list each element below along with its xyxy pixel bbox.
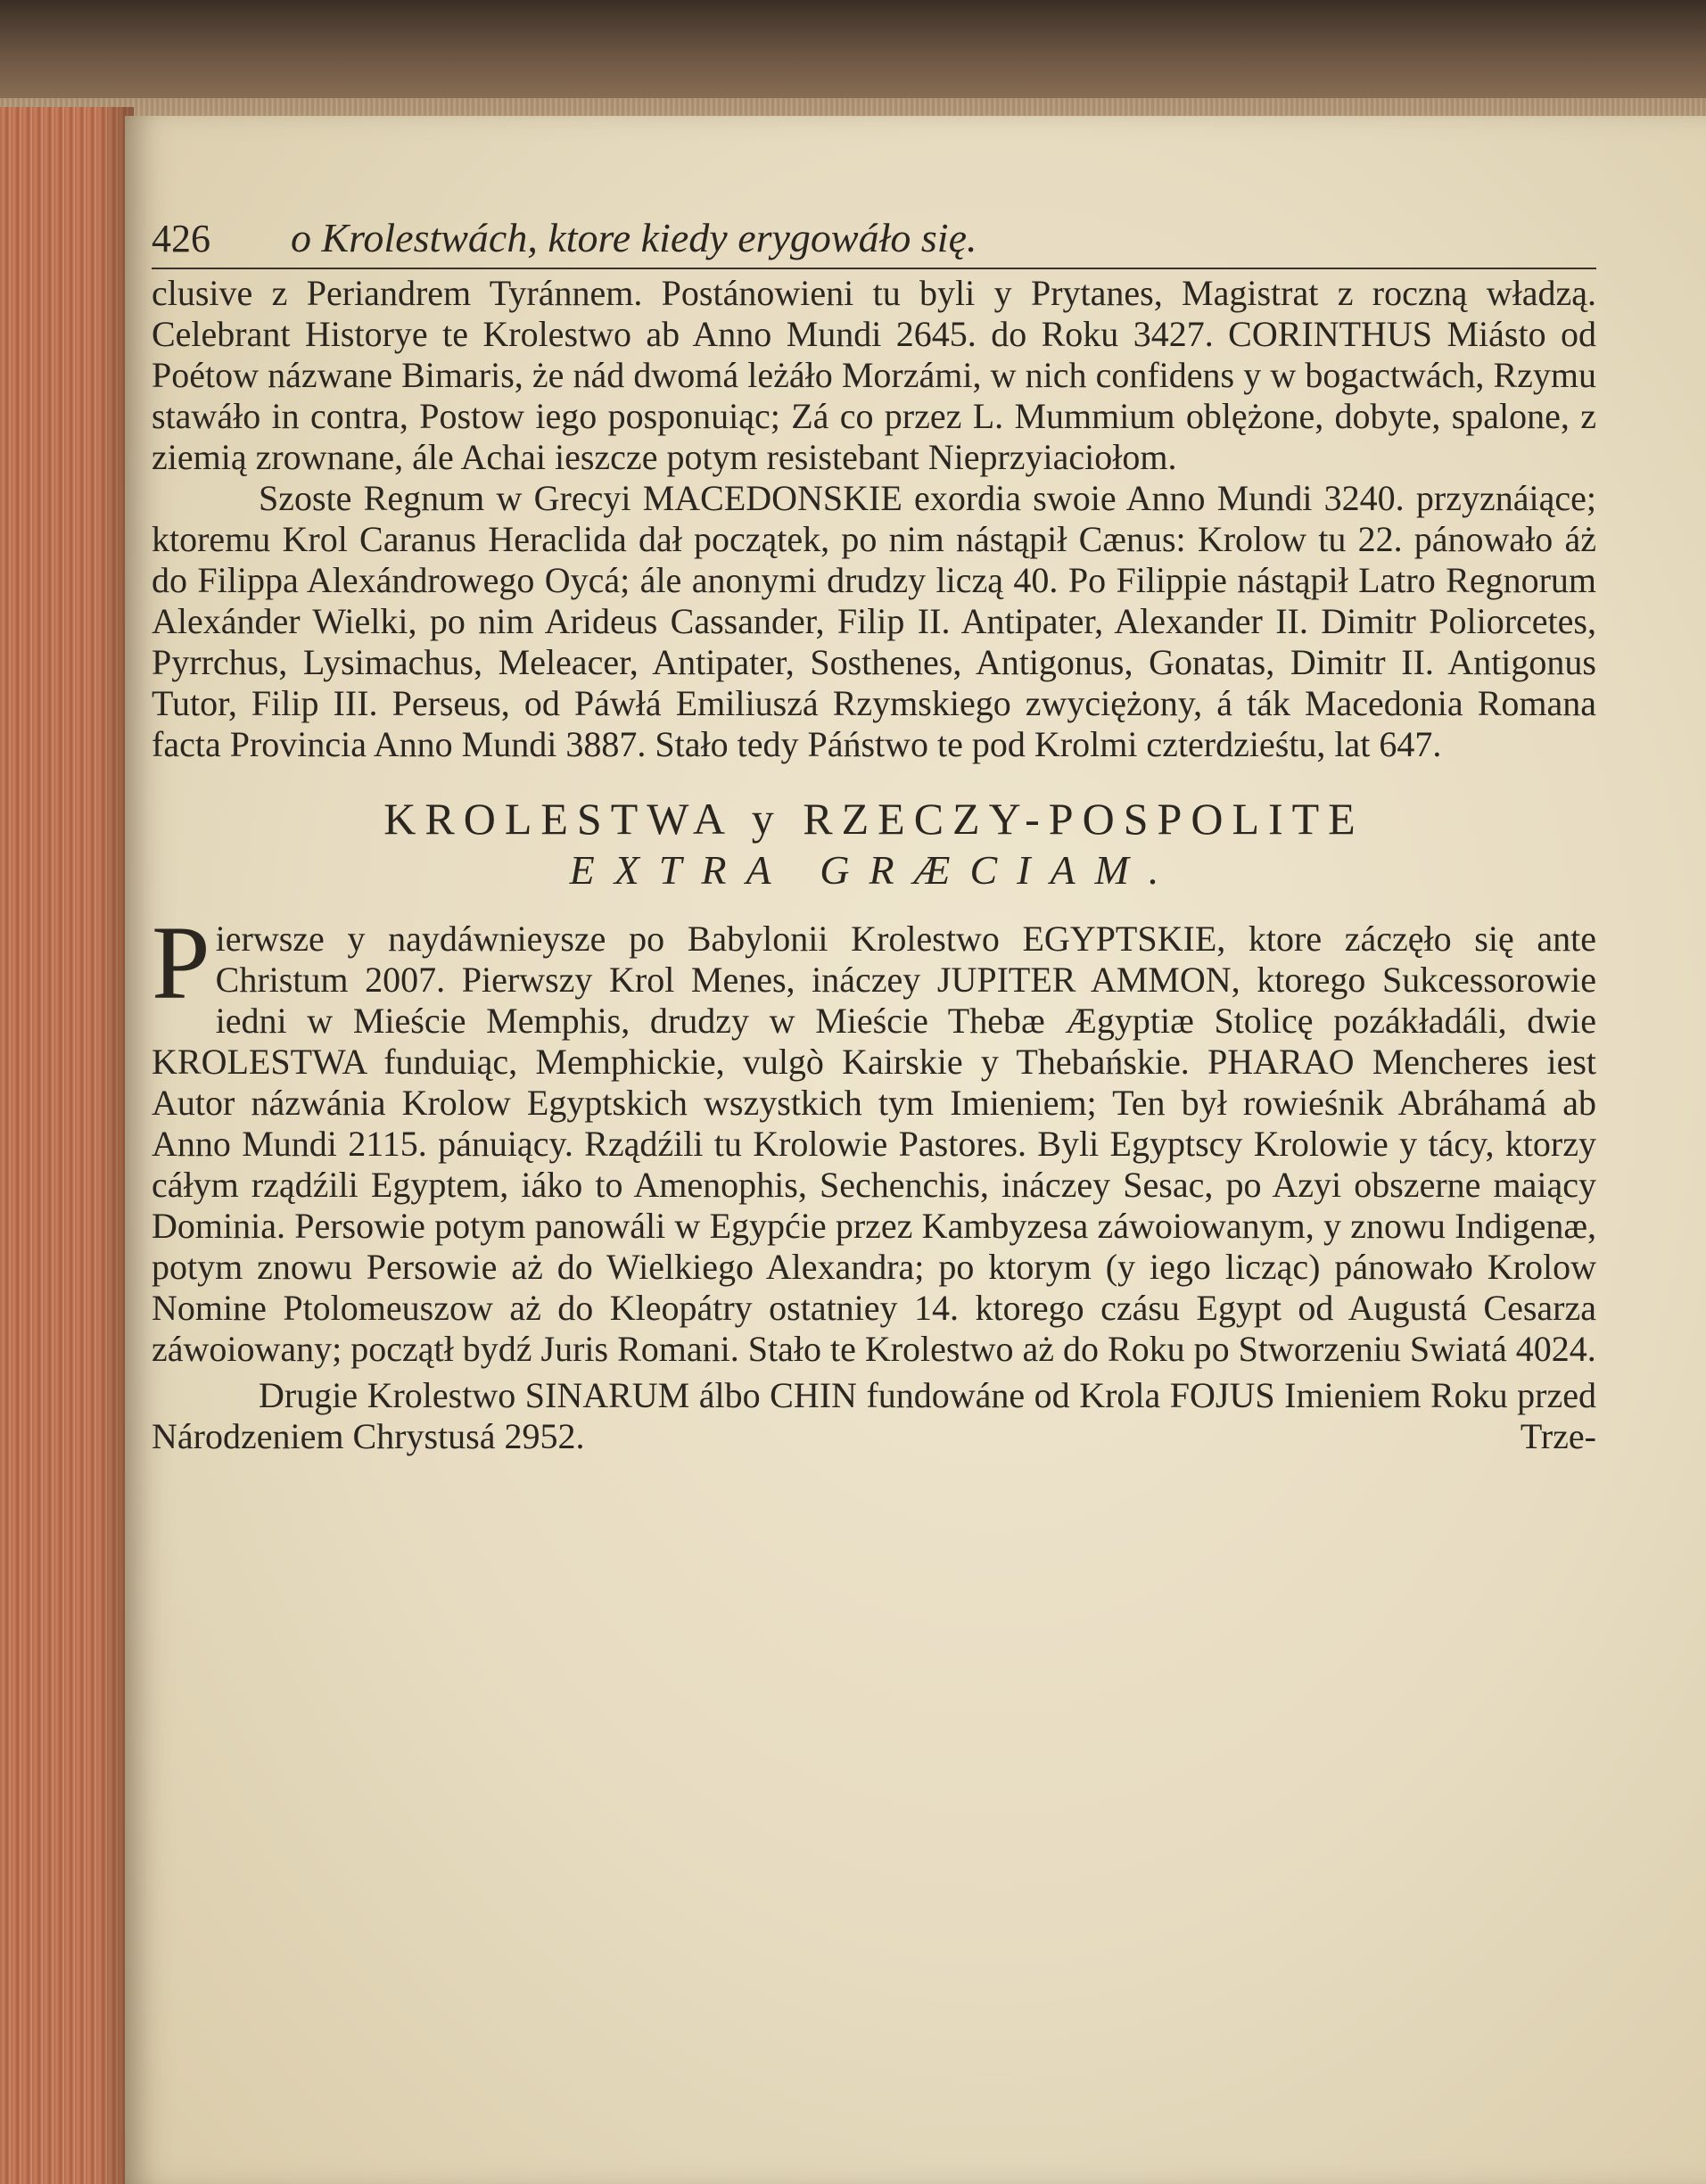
book-left-edge — [0, 107, 134, 2184]
section-title: KROLESTWA y RZECZY-POSPOLITE — [383, 794, 1364, 844]
drop-cap: P — [152, 904, 210, 1021]
page-content — [152, 214, 1596, 1457]
paragraph-egypt — [152, 904, 1596, 1370]
section-subtitle: EXTRA GRÆCIAM. — [569, 847, 1179, 893]
paragraph-corinthus: clusive z Periandrem Tyránnem. Postánowieni tu byli y Prytanes, Magistrat z roczną władzą. Celebrant Historye te Krolestwo ab Anno Mundi 2645. do Roku 3427. CORINTHUS Miásto od Poétow názwane Bimaris, że nád dwomá leżáło Morzámi, w nich confidens y w bogactwách, Rzymu stawáło in contra, Postow iego posponuiąc; Zá co przez L. Mummium oblężone, dobyte, spalone, z ziemią zrownane, ále Achai ieszcze potym resistebant Nieprzyiaciołom. — [152, 273, 1596, 477]
paragraph-china-text: Drugie Krolestwo SINARUM álbo CHIN fundowáne od Krola FOJUS Imieniem Roku przed Národzeniem Chrystusá 2952. — [152, 1375, 1596, 1456]
paragraph-egypt-text: ierwsze y naydáwnieysze po Babylonii Krolestwo EGYPTSKIE, ktore záczęło się ante Christum 2007. Pierwszy Krol Menes, ináczey JUPITER AMMON, ktorego Sukcessorowie iedni w Mieście Memphis, drudzy w Mieście Thebæ Ægyptiæ Stolicę pozákładáli, dwie KROLESTWA funduiąc, Memphickie, vulgò Kairskie y Thebańskie. PHARAO Mencheres iest Autor názwánia Krolow Egyptskich wszystkich tym Imieniem; Ten był rowieśnik Abráhamá ab Anno Mundi 2115. pánuiący. Rządźili tu Krolowie Pastores. Byli Egyptscy Krolowie y tácy, ktorzy cáłym rządźili Egyptem, iáko to Amenophis, Sechenchis, ináczey Sesac, po Azyi obszerne maiący Dominia. Persowie potym panowáli w Egypćie przez Kambyzesa záwoiowanym, y znowu Indigenæ, potym znowu Persowie aż do Wielkiego Alexandra; po ktorym (y iego licząc) pánowało Krolow Nomine Ptolomeuszow aż do Kleopátry ostatniey 14. ktorego czásu Egypt od Augustá Cesarza záwoiowany; początł bydź Juris Romani. Stało te Krolestwo aż do Roku po Stworzeniu Swiatá 4024. — [152, 919, 1596, 1369]
book-top-edge — [0, 0, 1706, 134]
paragraph-china — [152, 1375, 1596, 1457]
paragraph-macedonia: Szoste Regnum w Grecyi MACEDONSKIE exordia swoie Anno Mundi 3240. przyznáiące; ktoremu Krol Caranus Heraclida dał początek, po nim nástąpił Cænus: Krolow tu 22. pánowało áż do Filippa Alexándrowego Oycá; ále anonymi drudzy liczą 40. Po Filippie nástąpił Latro Regnorum Alexánder Wielki, po nim Arideus Cassander, Filip II. Antipater, Alexander II. Dimitr Poliorcetes, Pyrrchus, Lysimachus, Meleacer, Antipater, Sosthenes, Antigonus, Gonatas, Dimitr II. Antigonus Tutor, Filip III. Perseus, od Páwłá Emiliuszá Rzymskiego zwyciężony, á ták Macedonia Romana facta Provincia Anno Mundi 3887. Stało tedy Páństwo te pod Krolmi czterdzieśtu, lat 647. — [152, 478, 1596, 764]
catchword: Trze- — [1520, 1416, 1596, 1456]
page-number: 426 — [152, 217, 210, 260]
running-title: o Krolestwách, ktore kiedy erygowáło się. — [291, 215, 977, 260]
running-header — [152, 214, 1596, 269]
